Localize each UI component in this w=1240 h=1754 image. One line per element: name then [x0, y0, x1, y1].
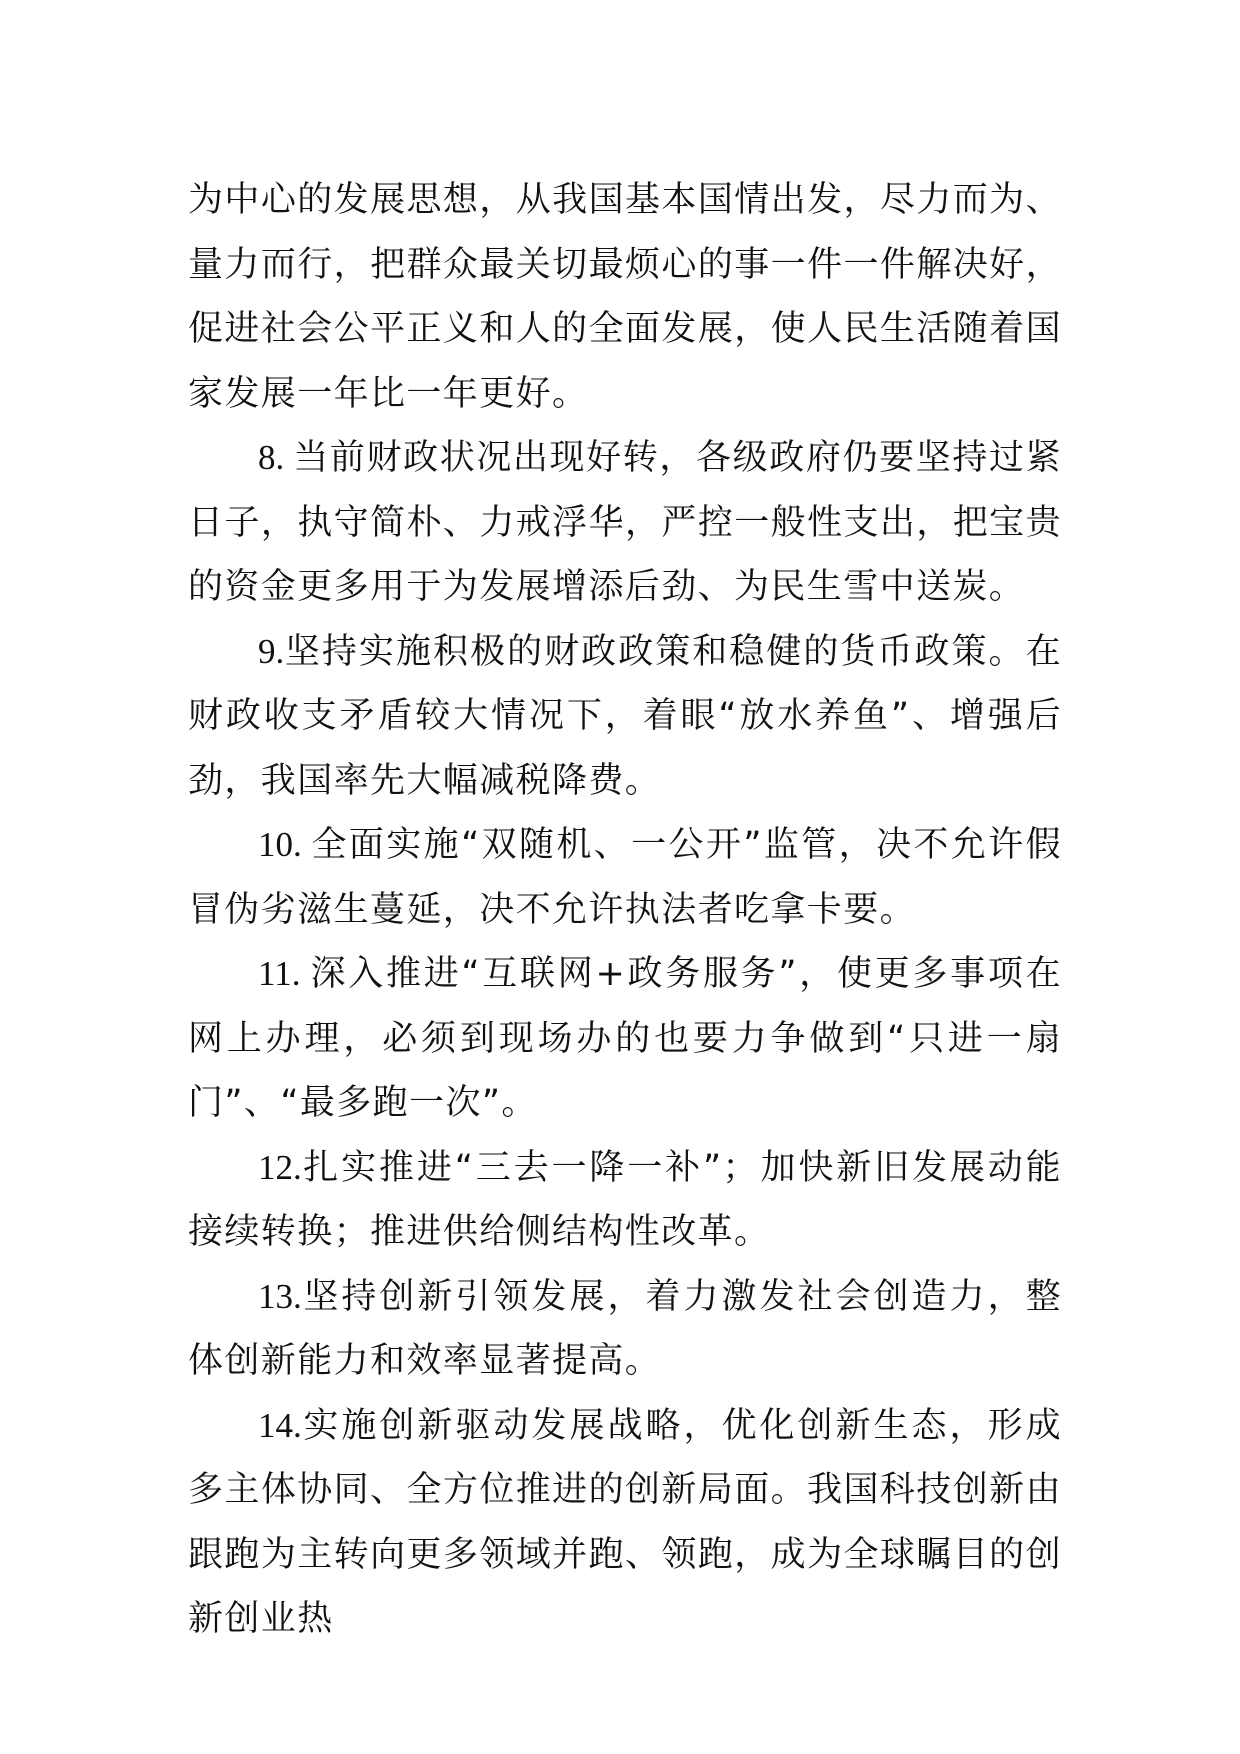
paragraph-item-12	[188, 1136, 1062, 1265]
paragraph-continuation	[188, 168, 1062, 426]
item-number: 11.	[258, 954, 311, 993]
paragraph-text: 全面实施“双随机、一公开”监管，决不允许假冒伪劣滋生蔓延，决不允许执法者吃拿卡要。	[188, 825, 1063, 930]
paragraph-item-9	[188, 620, 1062, 814]
item-number: 14.	[258, 1405, 302, 1445]
paragraph-item-11	[188, 942, 1062, 1136]
paragraph-text: 实施创新驱动发展战略，优化创新生态，形成多主体协同、全方位推进的创新局面。我国科技创新由跟跑为主转向更多领域并跑、领跑，成为全球瞩目的创新创业热	[188, 1405, 1062, 1639]
paragraph-item-8	[188, 426, 1062, 620]
paragraph-text: 坚持创新引领发展，着力激发社会创造力，整体创新能力和效率显著提高。	[188, 1276, 1062, 1381]
paragraph-text: 为中心的发展思想，从我国基本国情出发，尽力而为、量力而行，把群众最关切最烦心的事一件一件解决好，促进社会公平正义和人的全面发展，使人民生活随着国家发展一年比一年更好。	[188, 180, 1062, 414]
paragraph-item-13	[188, 1265, 1062, 1394]
document-body	[188, 168, 1062, 1652]
paragraph-text: 扎实推进“三去一降一补”；加快新旧发展动能接续转换；推进供给侧结构性改革。	[188, 1147, 1062, 1252]
item-number: 10.	[258, 825, 312, 864]
item-number: 9.	[258, 631, 285, 671]
paragraph-item-14	[188, 1394, 1062, 1652]
item-number: 8.	[258, 438, 294, 477]
paragraph-text: 深入推进“互联网+政务服务”，使更多事项在网上办理，必须到现场办的也要力争做到“只进一扇门”、“最多跑一次”。	[188, 954, 1062, 1123]
item-number: 13.	[258, 1276, 302, 1316]
item-number: 12.	[258, 1147, 302, 1187]
paragraph-text: 坚持实施积极的财政政策和稳健的货币政策。在财政收支矛盾较大情况下，着眼“放水养鱼”、增强后劲，我国率先大幅减税降费。	[188, 631, 1062, 801]
paragraph-text: 当前财政状况出现好转，各级政府仍要坚持过紧日子，执守简朴、力戒浮华，严控一般性支出，把宝贵的资金更多用于为发展增添后劲、为民生雪中送炭。	[188, 438, 1062, 607]
paragraph-item-10	[188, 813, 1062, 942]
